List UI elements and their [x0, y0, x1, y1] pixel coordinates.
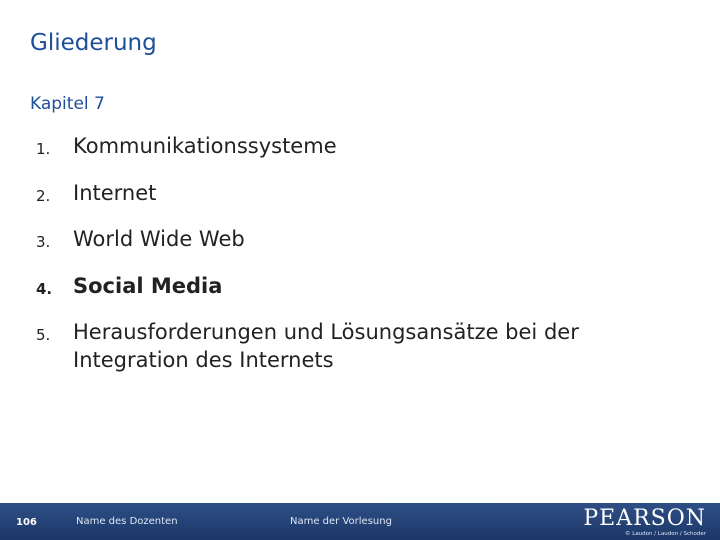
- outline-item-text: Social Media: [73, 273, 223, 298]
- outline-item-text: World Wide Web: [73, 227, 245, 251]
- outline-item-3: [36, 225, 696, 256]
- chapter-heading: Kapitel 7: [30, 94, 105, 114]
- outline-item-text: Herausforderungen und Lösungsansätze bei der Integration des Internets: [73, 320, 579, 372]
- publisher-logo: PEARSON: [583, 506, 706, 531]
- outline-item-number: 1.: [36, 140, 51, 158]
- lecture-name: Name der Vorlesung: [290, 516, 392, 527]
- outline-item-2: [36, 179, 696, 210]
- outline-item-text: Kommunikationssysteme: [73, 134, 337, 158]
- copyright-notice: © Laudon / Laudon / Schoder: [625, 531, 706, 537]
- outline-item-number: 3.: [36, 233, 51, 251]
- slide-footer: [0, 503, 720, 540]
- outline-item-text: Internet: [73, 180, 157, 205]
- outline-item-4-active: [36, 272, 696, 303]
- outline-item-number: 4.: [36, 279, 53, 298]
- page-number: 106: [16, 517, 37, 528]
- outline-item-1: [36, 132, 696, 163]
- outline-item-number: 2.: [36, 186, 51, 205]
- outline-item-5: [36, 318, 696, 374]
- presenter-name: Name des Dozenten: [76, 516, 178, 527]
- outline-item-number: 5.: [36, 326, 51, 344]
- slide-title: Gliederung: [30, 30, 157, 56]
- outline-list: [36, 132, 696, 390]
